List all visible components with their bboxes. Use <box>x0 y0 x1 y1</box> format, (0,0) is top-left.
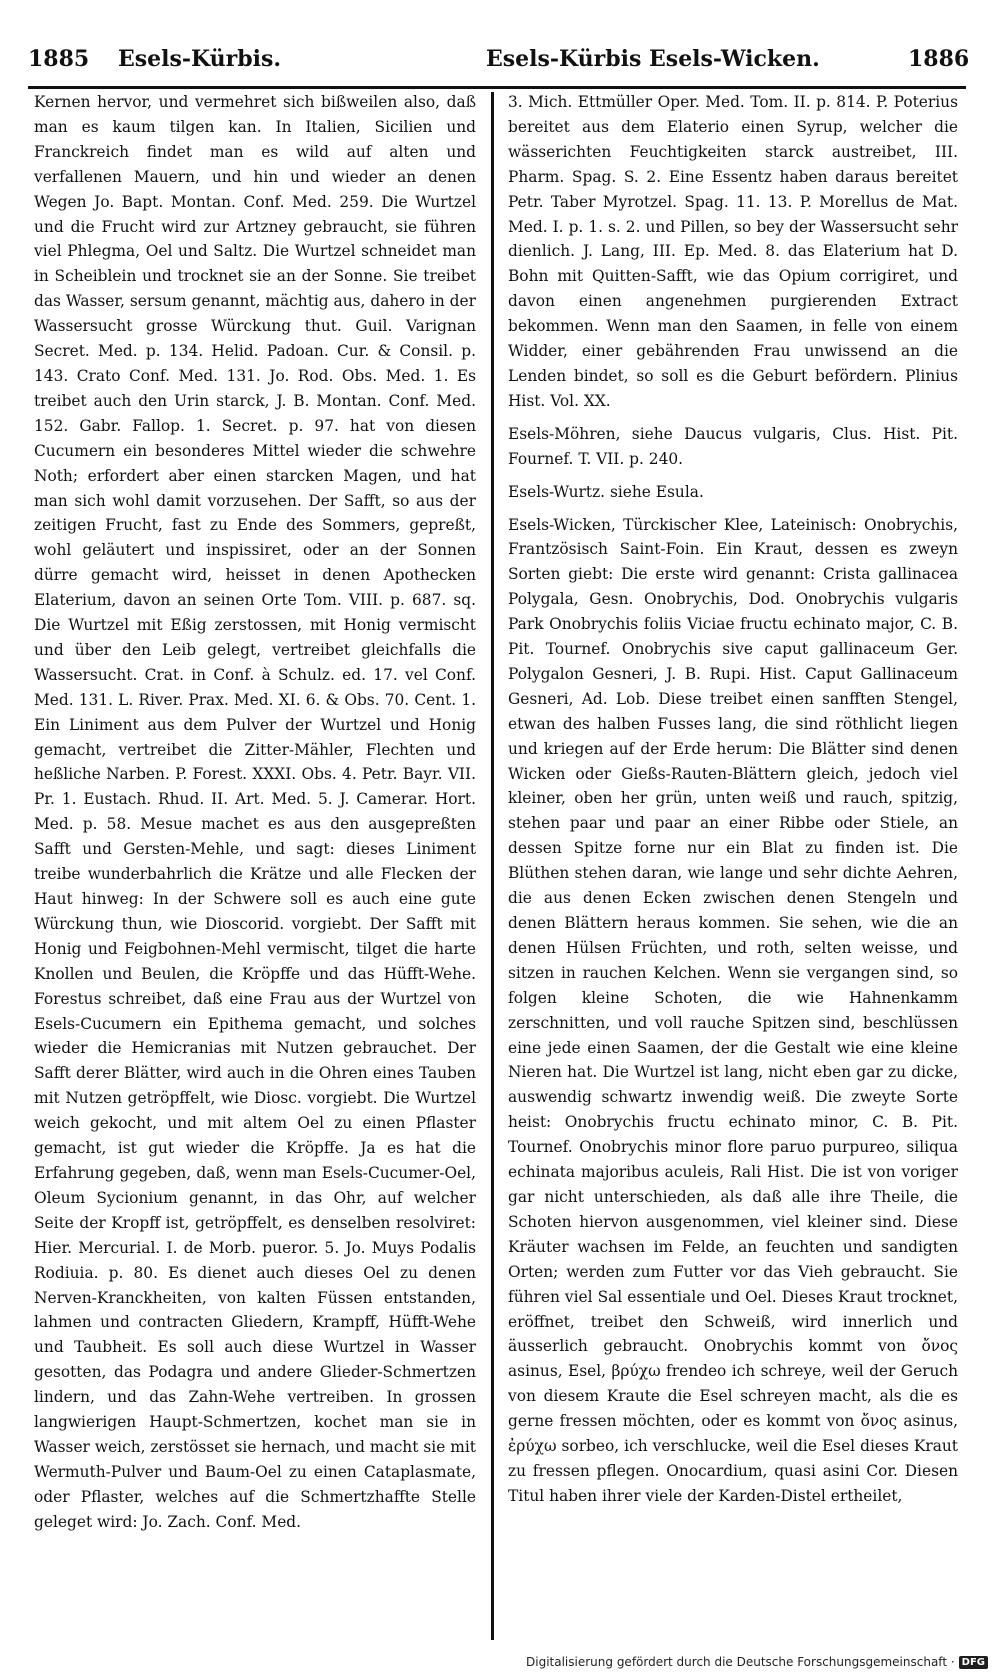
left-page-number: 1885 <box>28 46 90 72</box>
column-divider <box>491 92 494 1640</box>
running-header <box>28 40 972 80</box>
right-column <box>508 90 958 1635</box>
digitization-footer <box>526 1655 988 1669</box>
left-running-title: Esels-Kürbis. <box>118 46 282 72</box>
dfg-logo: DFG <box>959 1656 988 1669</box>
footer-credit: Digitalisierung gefördert durch die Deutsche Forschungsgemeinschaft · <box>526 1655 955 1669</box>
right-running-title: Esels-Kürbis Esels-Wicken. <box>486 46 820 72</box>
left-column-text: Kernen hervor, und vermehret sich bißweilen also, daß man es kaum tilgen kan. In Italien, Sicilien und Franckreich findet man es wild auf alten und verfallenen Mauern, und hin und wieder an denen Wegen Jo. Bapt. Montan. Conf. Med. 259. Die Wurtzel und die Frucht wird zur Artzney gebraucht, sie führen viel Phlegma, Oel und Saltz. Die Wurtzel schneidet man in Scheiblein und trocknet sie an der Sonne. Sie treibet das Wasser, sersum genannt, mächtig aus, dahero in der Wassersucht grosse Würckung thut. Guil. Varignan Secret. Med. p. 134. Helid. Padoan. Cur. & Consil. p. 143. Crato Conf. Med. 131. Jo. Rod. Obs. Med. 1. Es treibet auch den Urin starck, J. B. Montan. Conf. Med. 152. Gabr. Fallop. 1. Secret. p. 97. hat von diesen Cucumern ein besonderes Mittel wieder die schwehre Noth; erfordert aber einen starcken Magen, und hat man sich wohl damit vorzusehen. Der Safft, so aus der zeitigen Frucht, fast zu Ende des Sommers, gepreßt, wohl geläutert und inspissiret, oder an der Sonnen dürre gemacht wird, heisset in denen Apothecken Elaterium, davon an seinen Orte Tom. VIII. p. 687. sq. Die Wurtzel mit Eßig zerstossen, mit Honig vermischt und über den Leib gelegt, vertreibet gleichfalls die Wassersucht. Crat. in Conf. à Schulz. ed. 17. vel Conf. Med. 131. L. River. Prax. Med. XI. 6. & Obs. 70. Cent. 1. Ein Liniment aus dem Pulver der Wurtzel und Honig gemacht, vertreibet die Zitter-Mähler, Flechten und heßliche Narben. P. Forest. XXXI. Obs. 4. Petr. Bayr. VII. Pr. 1. Eustach. Rhud. II. Art. Med. 5. J. Camerar. Hort. Med. p. 58. Mesue machet es aus den ausgepreßten Safft und Gersten-Mehle, und sagt: dieses Liniment treibe wunderbahrlich die Krätze und alle Flecken der Haut hinweg: In der Schwere soll es auch eine gute Würckung thun, wie Dioscorid. vorgiebt. Der Safft mit Honig und Feigbohnen-Mehl vermischt, tilget die harte Knollen und Beulen, die Kröpffe und das Hüfft-Wehe. Forestus schreibet, daß eine Frau aus der Wurtzel von Esels-Cucumern ein Epithema gemacht, und solches wieder die Hemicranias mit Nutzen gebrauchet. Der Safft derer Blätter, wird auch in die Ohren eines Tauben mit Nutzen getröpffelt, wie Diosc. vorgiebt. Die Wurtzel weich gekocht, und mit altem Oel zu einen Pflaster gemacht, ist gut wieder die Kröpffe. Ja es hat die Erfahrung gegeben, daß, wenn man Esels-Cucumer-Oel, Oleum Sycionium genannt, in das Ohr, auf welcher Seite der Kropff ist, getröpffelt, es denselben resolviret: Hier. Mercurial. I. de Morb. pueror. 5. Jo. Muys Podalis Rodiuia. p. 80. Es dienet auch dieses Oel zu denen Nerven-Kranckheiten, von kalten Füssen entstanden, lahmen und contracten Gliedern, Krampff, Hüfft-Wehe und Taubheit. Es soll auch diese Wurtzel in Wasser gesotten, das Podagra und andere Glieder-Schmertzen lindern, und das Zahn-Wehe vertreiben. In grossen langwierigen Haupt-Schmertzen, kochet man sie in Wasser weich, zerstösset sie hernach, und macht sie mit Wermuth-Pulver und Baum-Oel zu einen Cataplasmate, oder Pflaster, welches auf die Schmertzhaffte Stelle geleget wird: Jo. Zach. Conf. Med. <box>34 93 476 1531</box>
right-paragraph-continuation: 3. Mich. Ettmüller Oper. Med. Tom. II. p. 814. P. Poterius bereitet aus dem Elaterio einen Syrup, welcher die wässerichten Feuchtigkeiten starck austreibet, III. Pharm. Spag. S. 2. Eine Essentz haben daraus bereitet Petr. Taber Myrotzel. Spag. 11. 13. P. Morellus de Mat. Med. I. p. 1. s. 2. und Pillen, so bey der Wassersucht sehr dienlich. J. Lang, III. Ep. Med. 8. das Elaterium hat D. Bohn mit Quitten-Safft, wie das Opium corrigiret, und davon einen angenehmen purgierenden Extract bekommen. Wenn man den Saamen, in felle von einem Widder, einer gebährenden Frau unwissend an die Lenden bindet, so soll es die Geburt befördern. Plinius Hist. Vol. XX. <box>508 93 958 410</box>
entry-esels-wicken: Esels-Wicken, Türckischer Klee, Lateinisch: Onobrychis, Frantzösisch Saint-Foin. Ein Kraut, dessen es zweyn Sorten giebt: Die erste wird genannt: Crista gallinacea Polygala, Gesn. Onobrychis, Dod. Onobrychis vulgaris Park Onobrychis foliis Viciae fructu echinato major, C. B. Pit. Tournef. Onobrychis sive caput gallinaceum Ger. Polygalon Gesneri, J. B. Rupi. Hist. Caput Gallinaceum Gesneri, Ad. Lob. Diese treibet einen sanfften Stengel, etwan des halben Fusses lang, die sind röthlicht liegen und kriegen auf der Erde herum: Die Blätter sind denen Wicken oder Gießs-Rauten-Blättern gleich, jedoch viel kleiner, oben her grün, unten weiß und rauch, spitzig, stehen paar und paar an einer Ribbe oder Stiele, an dessen Spitze forne nur ein Blat zu finden ist. Die Blüthen stehen daran, wie lange und sehr dichte Aehren, die aus denen Ecken zwischen denen Stengeln und denen Blättern heraus kommen. Sie sehen, wie die an denen Hülsen Früchten, und roth, selten weisse, und sitzen in rauchen Kelchen. Wenn sie vergangen sind, so folgen kleine Schoten, die wie Hahnenkamm zerschnitten, und voll rauche Spitzen sind, beschlüssen eine jede einen Saamen, der die Gestalt wie eine kleine Nieren hat. Die Wurtzel ist lang, nicht eben gar zu dicke, auswendig schwartz inwendig weiß. Die zweyte Sorte heist: Onobrychis fructu echinato minor, C. B. Pit. Tournef. Onobrychis minor flore paruo purpureo, siliqua echinata majoribus aculeis, Rali Hist. Die ist von voriger gar nicht unterschieden, als daß alle ihre Theile, die Schoten hiervon ausgenommen, viel kleiner sind. Diese Kräuter wachsen im Felde, an feuchten und sandigten Orten; werden zum Futter vor das Vieh gebraucht. Sie führen viel Sal essentiale und Oel. Dieses Kraut trocknet, eröffnet, treibet den Schweiß, wird innerlich und äusserlich gebraucht. Onobrychis kommt von ὄνος asinus, Esel, βρύχω frendeo ich schreye, weil der Geruch von diesem Kraute die Esel schreyen macht, als die es gerne fressen möchten, oder es kommt von ὄνος asinus, ἐρύχω sorbeo, ich verschlucke, weil die Esel dieses Kraut zu fressen pflegen. Onocardium, quasi asini Cor. Diesen Titul haben ihrer viele der Karden-Distel ertheilet, <box>508 515 958 1505</box>
entry-esels-moehren: Esels-Möhren, siehe Daucus vulgaris, Clus. Hist. Pit. Fournef. T. VII. p. 240. <box>508 424 958 468</box>
right-page-number: 1886 <box>908 46 970 72</box>
left-column <box>34 90 476 1635</box>
header-rule <box>28 86 966 89</box>
entry-esels-wurtz: Esels-Wurtz. siehe Esula. <box>508 482 704 501</box>
